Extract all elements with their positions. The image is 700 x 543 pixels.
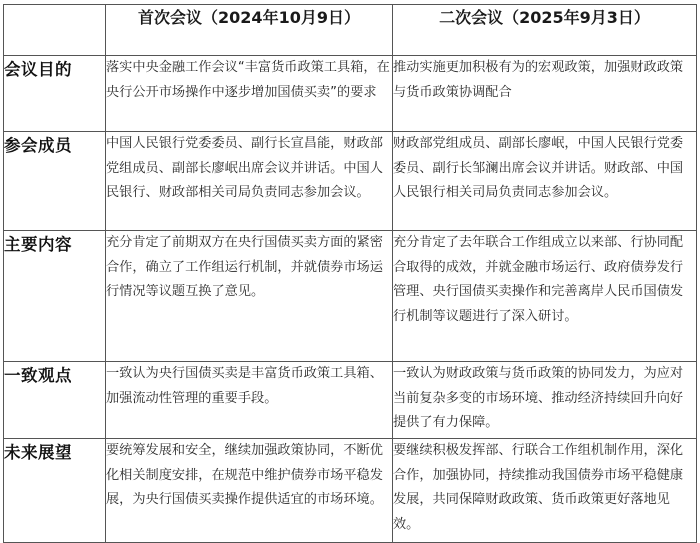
table-row-attendees bbox=[4, 132, 697, 231]
row-label: 参会成员 bbox=[4, 132, 106, 231]
first-meeting-cell: 充分肯定了前期双方在央行国债买卖方面的紧密合作，确立了工作组运行机制，并就债券市场运行情况等议题互换了意见。 bbox=[106, 231, 393, 362]
row-label: 主要内容 bbox=[4, 231, 106, 362]
second-meeting-cell: 要继续积极发挥部、行联合工作组机制作用，深化合作，加强协同，持续推动我国债券市场平稳健康发展，共同保障财政政策、货币政策更好落地见效。 bbox=[393, 439, 697, 543]
table-row-consensus bbox=[4, 362, 697, 439]
first-meeting-cell: 落实中央金融工作会议“丰富货币政策工具箱，在央行公开市场操作中逐步增加国债买卖”的要求 bbox=[106, 56, 393, 132]
row-label: 未来展望 bbox=[4, 439, 106, 543]
table-row-purpose bbox=[4, 56, 697, 132]
header-second-meeting: 二次会议（2025年9月3日） bbox=[393, 5, 697, 56]
second-meeting-cell: 充分肯定了去年联合工作组成立以来部、行协同配合取得的成效，并就金融市场运行、政府债券发行管理、央行国债买卖操作和完善离岸人民币国债发行机制等议题进行了深入研讨。 bbox=[393, 231, 697, 362]
meeting-comparison-table bbox=[3, 4, 697, 543]
table-row-main-content bbox=[4, 231, 697, 362]
first-meeting-cell: 中国人民银行党委委员、副行长宣昌能，财政部党组成员、副部长廖岷出席会议并讲话。中国人民银行、财政部相关司局负责同志参加会议。 bbox=[106, 132, 393, 231]
first-meeting-cell: 要统筹发展和安全，继续加强政策协同，不断优化相关制度安排，在规范中维护债券市场平稳发展，为央行国债买卖操作提供适宜的市场环境。 bbox=[106, 439, 393, 543]
second-meeting-cell: 一致认为财政政策与货币政策的协同发力，为应对当前复杂多变的市场环境、推动经济持续回升向好提供了有力保障。 bbox=[393, 362, 697, 439]
second-meeting-cell: 推动实施更加积极有为的宏观政策，加强财政政策与货币政策协调配合 bbox=[393, 56, 697, 132]
first-meeting-cell: 一致认为央行国债买卖是丰富货币政策工具箱、加强流动性管理的重要手段。 bbox=[106, 362, 393, 439]
row-label: 一致观点 bbox=[4, 362, 106, 439]
row-label: 会议目的 bbox=[4, 56, 106, 132]
second-meeting-cell: 财政部党组成员、副部长廖岷，中国人民银行党委委员、副行长邹澜出席会议并讲话。财政部、中国人民银行相关司局负责同志参加会议。 bbox=[393, 132, 697, 231]
table-row-outlook bbox=[4, 439, 697, 543]
header-first-meeting: 首次会议（2024年10月9日） bbox=[106, 5, 393, 56]
header-row bbox=[4, 5, 697, 56]
header-corner-cell bbox=[4, 5, 106, 56]
